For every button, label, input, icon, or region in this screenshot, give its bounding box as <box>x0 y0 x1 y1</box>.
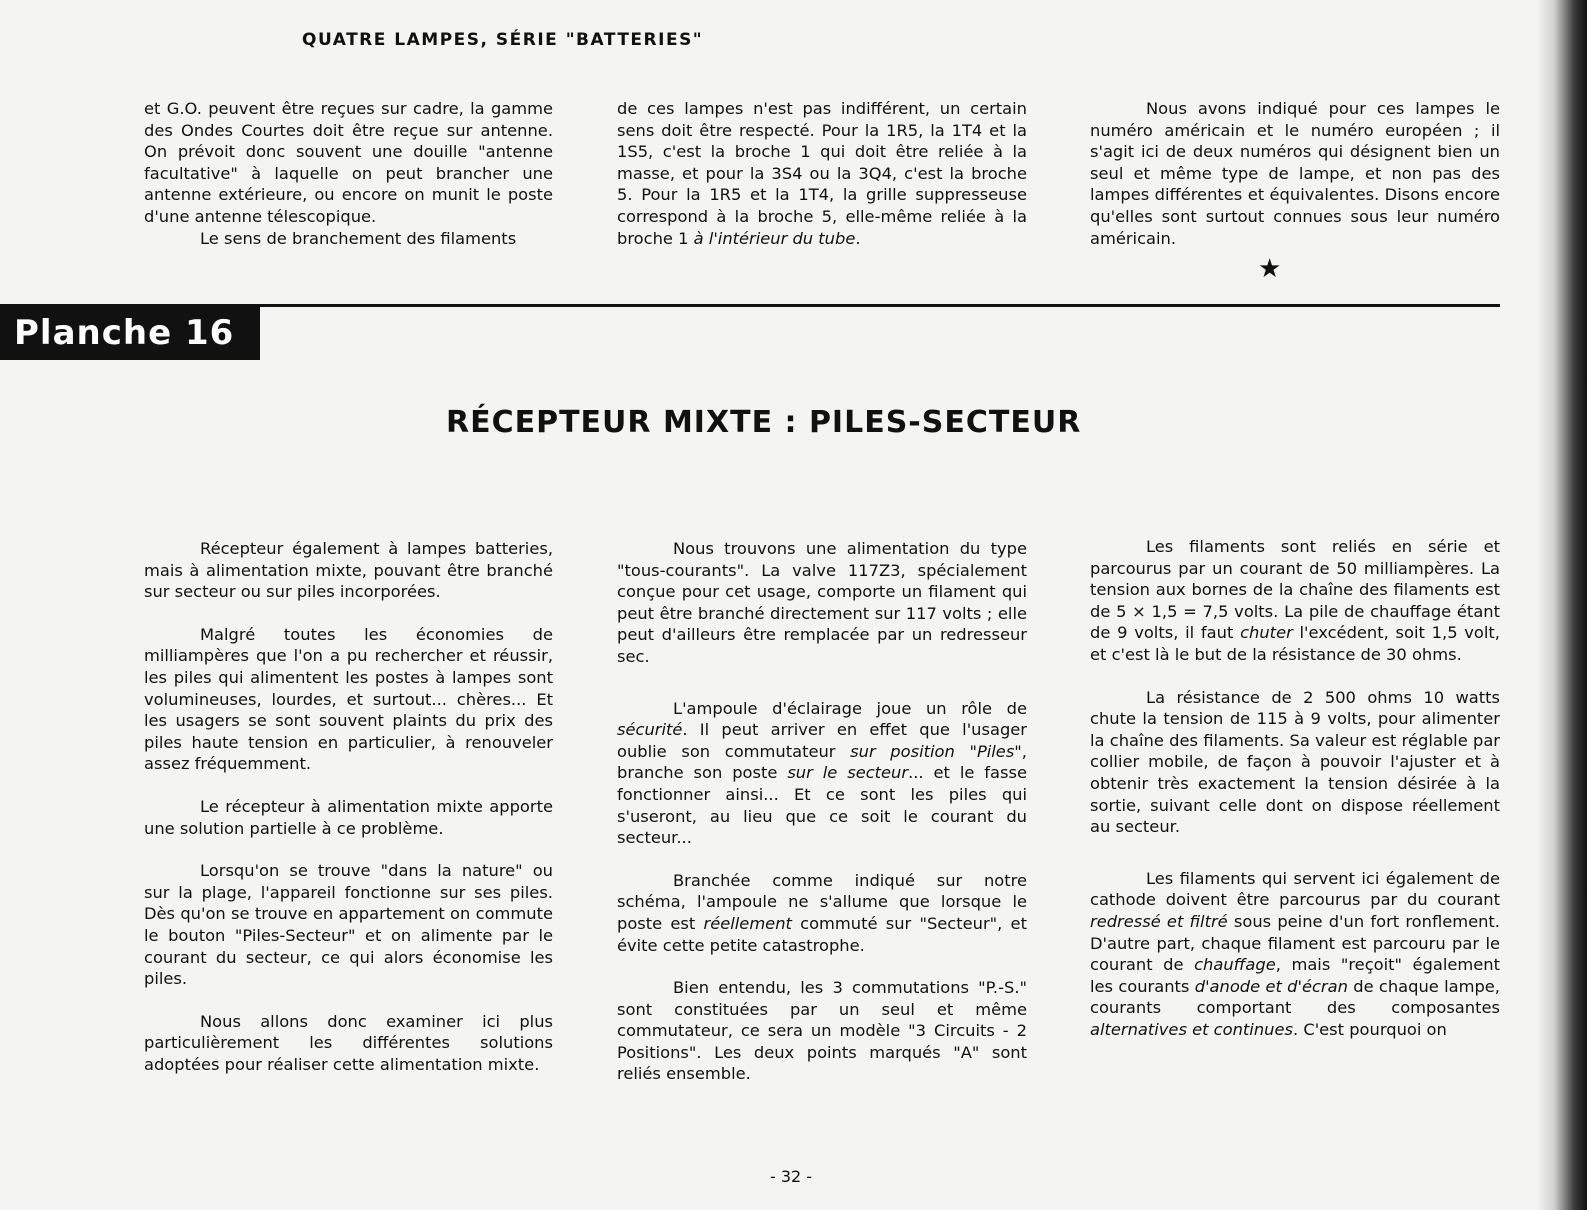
paragraph: Lorsqu'on se trouve "dans la nature" ou sur la plage, l'appareil fonctionne sur ses piles. Dès qu'on se trouve en appartement on commute le bouton "Piles-Secteur" et on alimente par le courant du secteur, ce qui alors économise les piles. <box>144 861 553 989</box>
page-binding-shadow <box>1537 0 1587 1210</box>
paragraph: L'ampoule d'éclairage joue un rôle de sécurité. Il peut arriver en effet que l'usager oublie son commutateur sur position "Piles", branche son poste sur le secteur... et le fasse fonctionner ainsi... Et ce sont les piles qui s'useront, au lieu que ce soit le courant du secteur... <box>617 698 1027 848</box>
top-column-2 <box>617 98 1027 249</box>
paragraph: La résistance de 2 500 ohms 10 watts chute la tension de 115 à 9 volts, pour alimenter la chaîne des filaments. Sa valeur est réglable par collier mobile, de façon à pouvoir l'ajuster et à obtenir très exactement la tension désirée à la sortie, suivant celle dont on dispose réellement au secteur. <box>1090 687 1500 837</box>
paragraph: Nous avons indiqué pour ces lampes le numéro américain et le numéro européen ; il s'agit ici de deux numéros qui désignent bien un seul et même type de lampe, et non pas des lampes différentes et équivalentes. Disons encore qu'elles sont surtout connues sous leur numéro américain. <box>1090 99 1500 248</box>
bottom-column-3 <box>1090 536 1500 1040</box>
star-end-mark: ★ <box>1258 254 1282 284</box>
paragraph: Branchée comme indiqué sur notre schéma, l'ampoule ne s'allume que lorsque le poste est réellement commuté sur "Secteur", et évite cette petite catastrophe. <box>617 870 1027 955</box>
paragraph: Récepteur également à lampes batteries, mais à alimentation mixte, pouvant être branché sur secteur ou sur piles incorporées. <box>144 539 553 602</box>
paragraph: Bien entendu, les 3 commutations "P.-S." sont constituées par un seul et même commutateur, ce sera un modèle "3 Circuits - 2 Positions". Les deux points marqués "A" sont reliés ensemble. <box>617 978 1027 1084</box>
paragraph: Nous trouvons une alimentation du type "tous-courants". La valve 117Z3, spécialement conçue pour cet usage, comporte un filament qui peut être branché directement sur 117 volts ; elle peut d'ailleurs être remplacée par un redresseur sec. <box>617 539 1027 666</box>
page-number: - 32 - <box>770 1167 813 1186</box>
plate-label: Planche 16 <box>0 307 260 360</box>
running-head: QUATRE LAMPES, SÉRIE "BATTERIES" <box>302 30 704 50</box>
paragraph: Malgré toutes les économies de milliampères que l'on a pu rechercher et réussir, les piles qui alimentent les postes à lampes sont volumineuses, lourdes, et surtout... chères... Et les usagers se sont souvent plaints du prix des piles haute tension en particulier, à renouveler assez fréquemment. <box>144 624 553 774</box>
paragraph: Les filaments qui servent ici également de cathode doivent être parcourus par du courant redressé et filtré sous peine d'un fort ronflement. D'autre part, chaque filament est parcouru par le courant de chauffage, mais "reçoit" également les courants d'anode et d'écran de chaque lampe, courants comportant des composantes alternatives et continues. C'est pourquoi on <box>1090 868 1500 1039</box>
paragraph: Les filaments sont reliés en série et parcourus par un courant de 50 milliampères. La tension aux bornes de la chaîne des filaments est de 5 × 1,5 = 7,5 volts. La pile de chauffage étant de 9 volts, il faut chuter l'excédent, soit 1,5 volt, et c'est là le but de la résistance de 30 ohms. <box>1090 537 1500 664</box>
section-title: RÉCEPTEUR MIXTE : PILES-SECTEUR <box>446 405 1082 440</box>
bottom-column-1 <box>144 538 553 1075</box>
paragraph: et G.O. peuvent être reçues sur cadre, la gamme des Ondes Courtes doit être reçue sur antenne. On prévoit donc souvent une douille "antenne facultative" à laquelle on peut brancher une antenne extérieure, ou encore on munit le poste d'une antenne télescopique. <box>144 99 553 226</box>
paragraph: Le sens de branchement des filaments <box>200 228 517 248</box>
paragraph: de ces lampes n'est pas indifférent, un certain sens doit être respecté. Pour la 1R5, la 1T4 et la 1S5, c'est la broche 1 qui doit être reliée à la masse, et pour la 3S4 ou la 3Q4, c'est la broche 5. Pour la 1R5 et la 1T4, la grille suppresseuse correspond à la broche 5, elle-même reliée à la broche 1 à l'intérieur du tube. <box>617 99 1027 248</box>
paragraph: Le récepteur à alimentation mixte apporte une solution partielle à ce problème. <box>144 796 553 838</box>
bottom-column-2 <box>617 538 1027 1085</box>
paragraph: Nous allons donc examiner ici plus particulièrement les différentes solutions adoptées pour réaliser cette alimentation mixte. <box>144 1011 553 1074</box>
top-column-1 <box>144 98 553 249</box>
top-column-3 <box>1090 98 1500 249</box>
